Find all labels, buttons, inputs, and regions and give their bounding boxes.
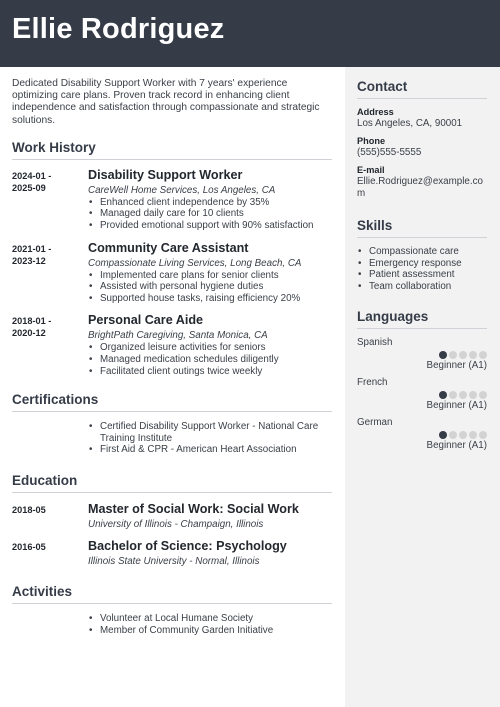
job-bullets — [88, 197, 332, 232]
rating-dot-empty — [459, 431, 467, 439]
school: University of Illinois - Champaign, Illinois — [88, 518, 264, 530]
education-date: 2018-05 — [12, 504, 46, 515]
email-label: E-mail — [357, 165, 385, 175]
rating-dot-empty — [459, 391, 467, 399]
job-bullet: • Organized leisure activities for seniors — [88, 342, 332, 354]
language-item — [357, 417, 487, 452]
contact-section-title: Contact — [357, 79, 487, 99]
job-title: Disability Support Worker — [88, 167, 243, 182]
degree: Bachelor of Science: Psychology — [88, 538, 287, 553]
school: Illinois State University - Normal, Illinois — [88, 555, 260, 567]
address-value: Los Angeles, CA, 90001 — [357, 118, 463, 129]
languages-section-title: Languages — [357, 309, 487, 329]
rating-dot-empty — [469, 431, 477, 439]
employer: Compassionate Living Services, Long Beach, CA — [88, 257, 302, 269]
language-name: German — [357, 417, 393, 429]
candidate-name: Ellie Rodriguez — [12, 13, 225, 45]
rating-dot-filled — [439, 391, 447, 399]
job-bullet: • Managed daily care for 10 clients — [88, 208, 332, 220]
skill-item: • Compassionate care — [357, 246, 487, 258]
education-title: Education — [12, 473, 332, 493]
languages-list — [357, 337, 487, 452]
skill-item: • Team collaboration — [357, 281, 487, 293]
work-entry — [12, 241, 332, 305]
work-entry — [12, 168, 332, 232]
rating-dot-empty — [449, 351, 457, 359]
certifications-list — [88, 421, 332, 456]
header-banner — [0, 0, 500, 67]
language-level: Beginner (A1) — [426, 360, 487, 372]
job-bullet: • Managed medication schedules diligently — [88, 354, 332, 366]
language-rating — [357, 391, 487, 399]
certification-item: • First Aid & CPR - American Heart Association — [88, 444, 332, 456]
skills-list — [357, 246, 487, 292]
rating-dot-filled — [439, 351, 447, 359]
education-date: 2016-05 — [12, 541, 46, 552]
certification-item: • Certified Disability Support Worker - National Care Training Institute — [88, 421, 332, 444]
certifications-title: Certifications — [12, 392, 332, 412]
work-dates — [12, 168, 88, 232]
skill-item: • Patient assessment — [357, 269, 487, 281]
job-bullet: • Supported house tasks, raising efficiency 20% — [88, 293, 332, 305]
activities-list — [88, 613, 332, 636]
job-title: Personal Care Aide — [88, 313, 204, 328]
language-item — [357, 377, 487, 412]
rating-dot-empty — [479, 431, 487, 439]
language-level: Beginner (A1) — [426, 440, 487, 452]
language-level: Beginner (A1) — [426, 400, 487, 412]
language-name: Spanish — [357, 337, 393, 349]
rating-dot-empty — [469, 391, 477, 399]
job-bullets — [88, 342, 332, 377]
work-end-date: 2025-09 — [12, 182, 46, 193]
job-bullet: • Implemented care plans for senior clients — [88, 270, 332, 282]
language-name: French — [357, 377, 388, 389]
job-bullet: • Provided emotional support with 90% satisfaction — [88, 220, 332, 232]
rating-dot-empty — [449, 431, 457, 439]
employer: CareWell Home Services, Los Angeles, CA — [88, 184, 276, 196]
main-column — [12, 78, 332, 636]
rating-dot-empty — [449, 391, 457, 399]
language-item — [357, 337, 487, 372]
phone-value: (555)555-5555 — [357, 147, 422, 158]
rating-dot-empty — [479, 351, 487, 359]
work-end-date: 2023-12 — [12, 255, 46, 266]
phone-label: Phone — [357, 136, 386, 146]
activity-item: • Member of Community Garden Initiative — [88, 625, 332, 637]
rating-dot-empty — [459, 351, 467, 359]
language-rating — [357, 431, 487, 439]
job-title: Community Care Assistant — [88, 240, 249, 255]
employer: BrightPath Caregiving, Santa Monica, CA — [88, 330, 268, 342]
work-end-date: 2020-12 — [12, 328, 46, 339]
work-start-date: 2024-01 - — [12, 170, 52, 181]
address-label: Address — [357, 107, 394, 117]
activity-item: • Volunteer at Local Humane Society — [88, 613, 332, 625]
degree: Master of Social Work: Social Work — [88, 501, 299, 516]
education-entry — [12, 539, 332, 568]
language-rating — [357, 351, 487, 359]
professional-summary: Dedicated Disability Support Worker with 7 years' experience optimizing care plans. Proven track record in enhancing client independence and satisfaction through compassionate and strategic solutions. — [12, 78, 320, 126]
rating-dot-filled — [439, 431, 447, 439]
job-bullet: • Assisted with personal hygiene duties — [88, 281, 332, 293]
work-dates — [12, 313, 88, 377]
activities-title: Activities — [12, 584, 332, 604]
work-start-date: 2021-01 - — [12, 243, 52, 254]
education-entry — [12, 502, 332, 531]
job-bullet: • Enhanced client independence by 35% — [88, 197, 332, 209]
email-value: Ellie.Rodriguez@example.com — [357, 176, 483, 199]
job-bullets — [88, 270, 332, 305]
work-history-title: Work History — [12, 140, 332, 160]
job-bullet: • Facilitated client outings twice weekly — [88, 366, 332, 378]
work-start-date: 2018-01 - — [12, 316, 52, 327]
work-dates — [12, 241, 88, 305]
skill-item: • Emergency response — [357, 258, 487, 270]
skills-section-title: Skills — [357, 218, 487, 238]
work-entry — [12, 313, 332, 377]
sidebar — [345, 67, 500, 707]
rating-dot-empty — [469, 351, 477, 359]
rating-dot-empty — [479, 391, 487, 399]
